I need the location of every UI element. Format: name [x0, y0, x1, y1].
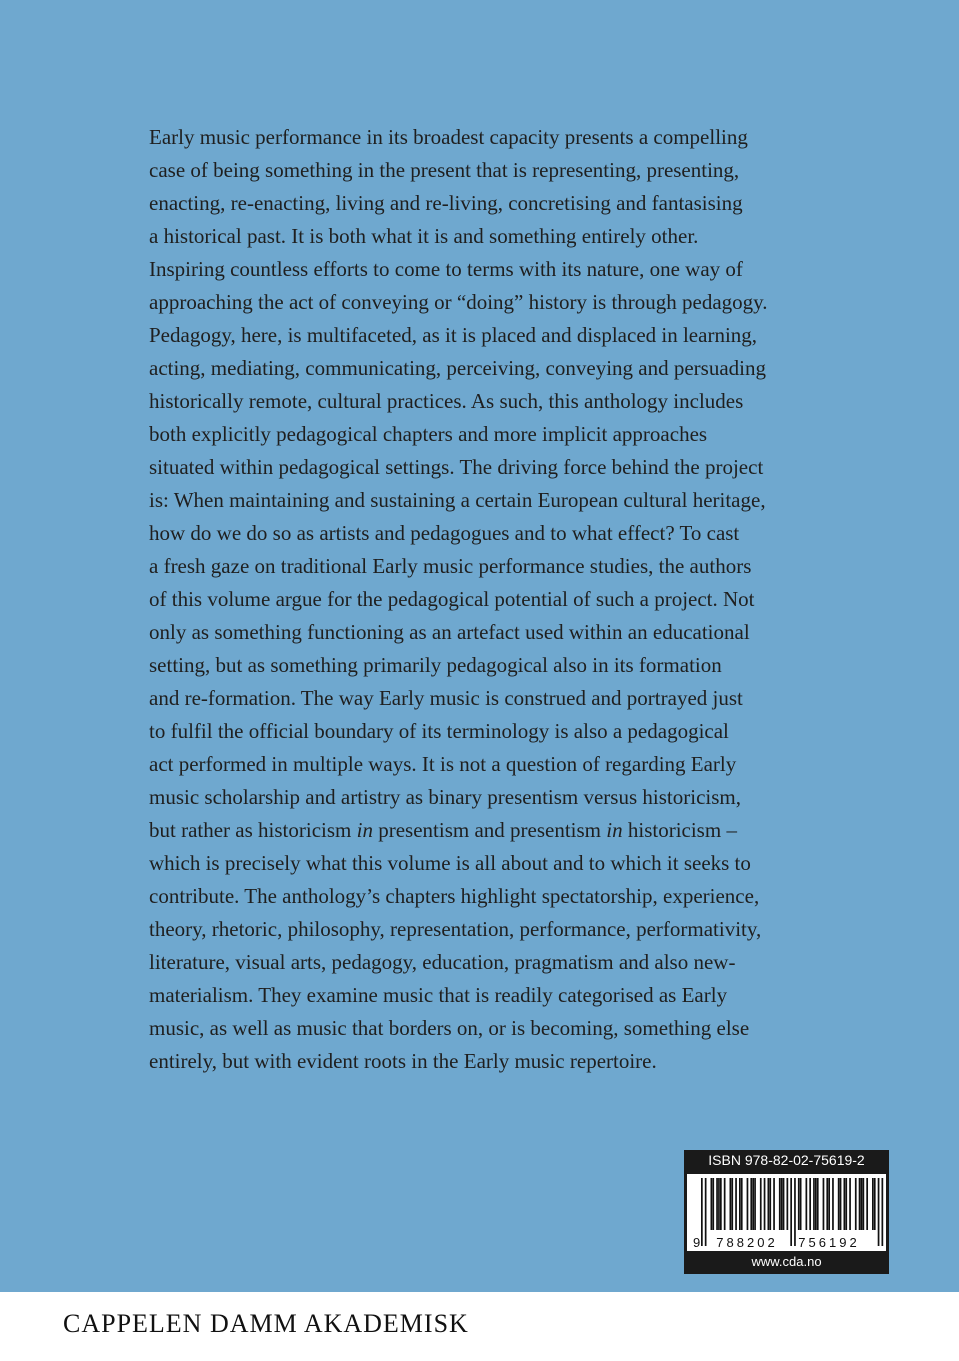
barcode-area	[687, 1174, 886, 1251]
blurb-line: setting, but as something primarily pedagogical also in its formation	[149, 653, 722, 677]
barcode-bar	[815, 1178, 817, 1230]
italic-word: in	[356, 818, 373, 842]
barcode-bar	[760, 1178, 762, 1230]
barcode-bar	[720, 1178, 722, 1230]
barcode-bar	[866, 1178, 868, 1230]
text-segment: but rather as historicism	[149, 818, 357, 842]
barcode-bar	[769, 1178, 771, 1230]
barcode-bar	[809, 1178, 811, 1230]
blurb-line: acting, mediating, communicating, perceiving, conveying and persuading	[149, 356, 766, 380]
barcode-bar	[764, 1178, 766, 1230]
blurb-line: of this volume argue for the pedagogical potential of such a project. Not	[149, 587, 755, 611]
blurb-line: a historical past. It is both what it is and something entirely other.	[149, 224, 699, 248]
barcode-bar	[859, 1178, 861, 1230]
blurb-line: enacting, re-enacting, living and re-living, concretising and fantasising	[149, 191, 743, 215]
publisher-url: www.cda.no	[751, 1254, 822, 1269]
blurb-line: contribute. The anthology’s chapters highlight spectatorship, experience,	[149, 884, 760, 908]
barcode-icon	[687, 1174, 886, 1251]
barcode-bar	[790, 1178, 792, 1246]
barcode-bar	[773, 1178, 775, 1230]
barcode-bar	[735, 1178, 737, 1230]
barcode-bar	[882, 1178, 884, 1246]
barcode-bar	[855, 1178, 857, 1230]
barcode-bar	[701, 1178, 703, 1246]
barcode-bar	[845, 1178, 847, 1230]
barcode-bar	[750, 1178, 752, 1230]
barcode-bar	[806, 1178, 808, 1230]
barcode-bar	[716, 1178, 718, 1230]
blurb-line: is: When maintaining and sustaining a certain European cultural heritage,	[149, 488, 766, 512]
barcode-bar	[741, 1178, 743, 1230]
blurb-line: case of being something in the present that is representing, presenting,	[149, 158, 740, 182]
barcode-bar	[712, 1178, 714, 1230]
barcode-bar	[826, 1178, 828, 1230]
barcode-bar	[800, 1178, 802, 1230]
text-segment: historicism –	[622, 818, 737, 842]
blurb-line: music, as well as music that borders on, or is becoming, something else	[149, 1016, 750, 1040]
barcode-bar	[832, 1178, 834, 1230]
barcode-bar	[752, 1178, 754, 1230]
blurb-line: situated within pedagogical settings. The driving force behind the project	[149, 455, 764, 479]
blurb-line: both explicitly pedagogical chapters and more implicit approaches	[149, 422, 708, 446]
blurb-line: approaching the act of conveying or “doing” history is through pedagogy.	[149, 290, 768, 314]
blurb-line: Pedagogy, here, is multifaceted, as it is placed and displaced in learning,	[149, 323, 758, 347]
isbn-label: ISBN 978-82-02-75619-2	[708, 1152, 865, 1168]
blurb-line: Inspiring countless efforts to come to terms with its nature, one way of	[149, 257, 743, 281]
blurb-line: how do we do so as artists and pedagogues and to what effect? To cast	[149, 521, 740, 545]
barcode-bar	[731, 1178, 733, 1230]
barcode-bar	[724, 1178, 726, 1230]
blurb-line: literature, visual arts, pedagogy, education, pragmatism and also new-	[149, 950, 736, 974]
barcode-bar	[794, 1178, 796, 1246]
barcode-bar	[817, 1178, 819, 1230]
blurb-line: materialism. They examine music that is readily categorised as Early	[149, 983, 728, 1007]
blurb-line: only as something functioning as an artefact used within an educational	[149, 620, 750, 644]
barcode-bar	[783, 1178, 785, 1230]
italic-word: in	[606, 818, 623, 842]
barcode-bar	[840, 1178, 842, 1230]
barcode-bar	[813, 1178, 815, 1230]
barcode-bar	[798, 1178, 800, 1230]
blurb-line: music scholarship and artistry as binary presentism versus historicism,	[149, 785, 741, 809]
blurb-line: Early music performance in its broadest capacity presents a compelling	[149, 125, 748, 149]
barcode-bar	[878, 1178, 880, 1246]
blurb-line: a fresh gaze on traditional Early music performance studies, the authors	[149, 554, 752, 578]
barcode-bar	[874, 1178, 876, 1230]
barcode-bar	[823, 1178, 825, 1230]
barcode-bar	[705, 1178, 707, 1246]
barcode-bar	[768, 1178, 770, 1230]
barcode-bar	[781, 1178, 783, 1230]
barcode-bar	[861, 1178, 863, 1230]
text-segment: presentism and presentism	[372, 818, 607, 842]
barcode-bar	[828, 1178, 830, 1230]
blurb-text	[149, 121, 849, 1078]
barcode-bar	[863, 1178, 865, 1230]
barcode-first-digit: 9	[693, 1235, 701, 1250]
barcode-bar	[779, 1178, 781, 1230]
blurb-line: theory, rhetoric, philosophy, representation, performance, performativity,	[149, 917, 762, 941]
blurb-line: and re-formation. The way Early music is construed and portrayed just	[149, 686, 743, 710]
blurb-line: historically remote, cultural practices. As such, this anthology includes	[149, 389, 744, 413]
barcode-bar	[754, 1178, 756, 1230]
blurb-line: entirely, but with evident roots in the Early music repertoire.	[149, 1049, 657, 1073]
barcode-left-digits: 788202	[716, 1235, 778, 1250]
blurb-line: which is precisely what this volume is all about and to which it seeks to	[149, 851, 751, 875]
publisher-logo: CAPPELEN DAMM AKADEMISK	[63, 1309, 469, 1338]
barcode-bar	[872, 1178, 874, 1230]
barcode-bar	[711, 1178, 713, 1230]
barcode-bar	[739, 1178, 741, 1230]
blurb-line: to fulfil the official boundary of its terminology is also a pedagogical	[149, 719, 729, 743]
barcode-bar	[747, 1178, 749, 1230]
blurb-line-with-italics	[149, 814, 849, 847]
barcode-bar	[838, 1178, 840, 1230]
isbn-barcode-box	[684, 1150, 889, 1274]
barcode-bar	[849, 1178, 851, 1230]
barcode-bar	[787, 1178, 789, 1230]
barcode-right-digits: 756192	[798, 1235, 860, 1250]
blurb-line: act performed in multiple ways. It is not a question of regarding Early	[149, 752, 737, 776]
barcode-bar	[730, 1178, 732, 1230]
barcode-bar	[718, 1178, 720, 1230]
barcode-bar	[844, 1178, 846, 1230]
